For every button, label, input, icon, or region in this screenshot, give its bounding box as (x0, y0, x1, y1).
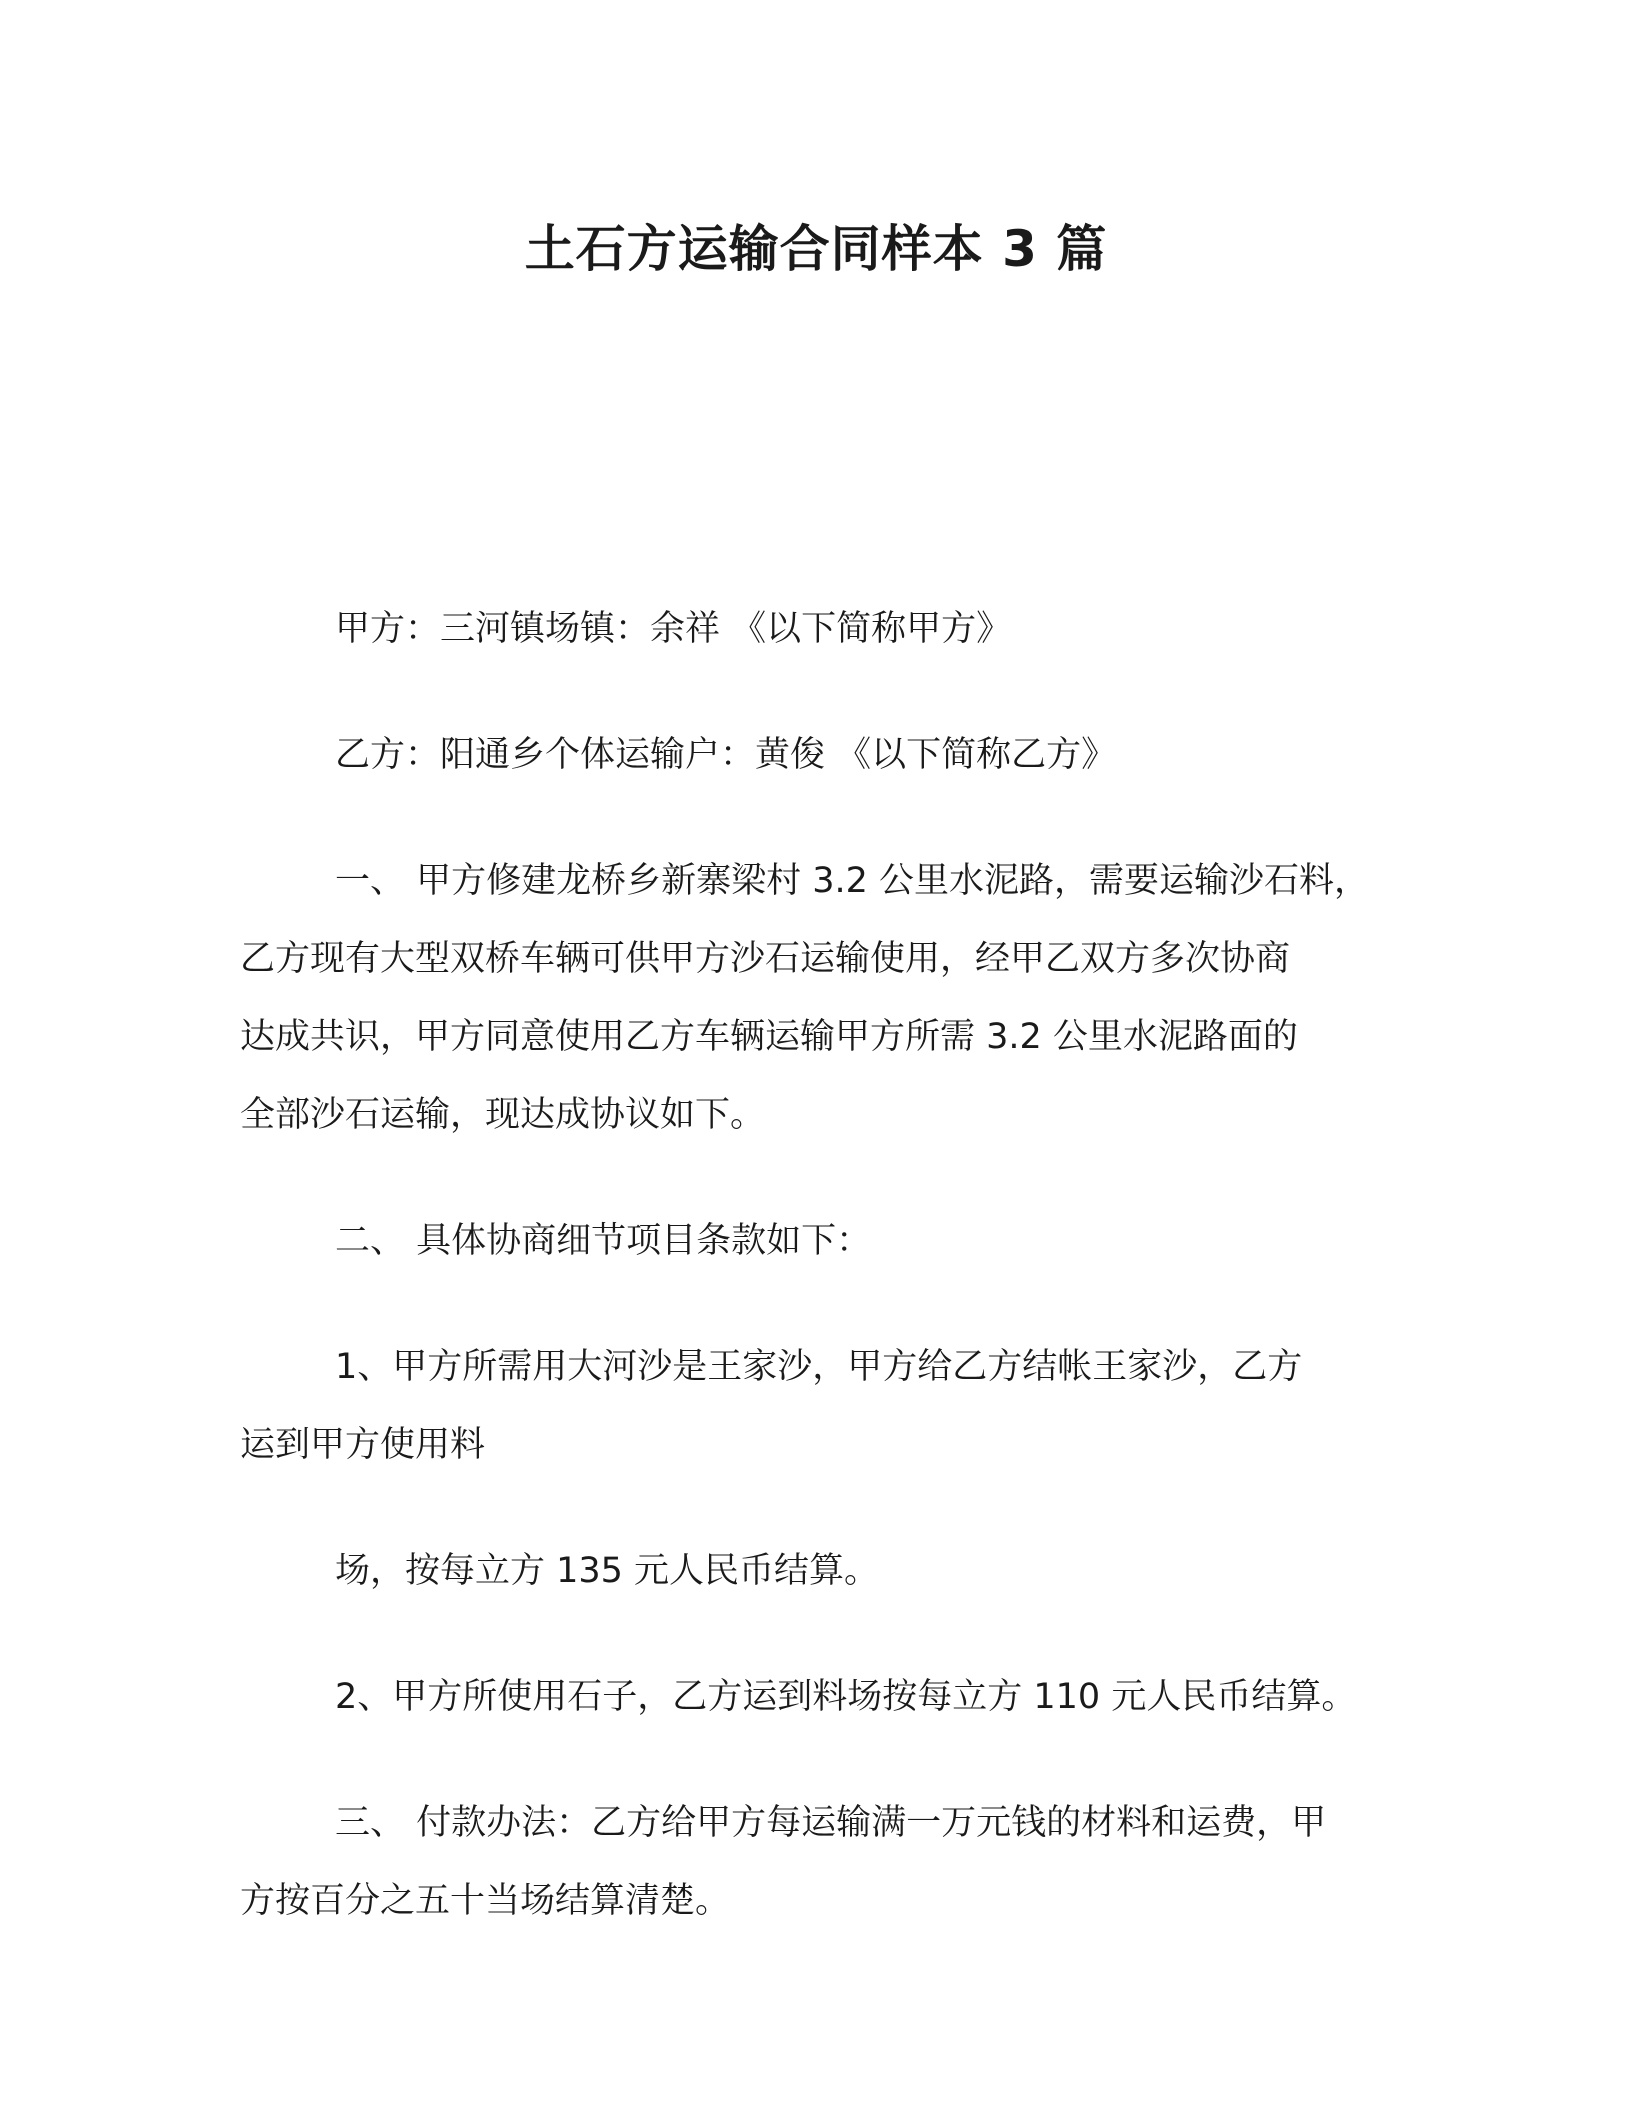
text-line: 三、 付款办法：乙方给甲方每运输满一万元钱的材料和运费，甲 (335, 1803, 1327, 1843)
text-line: 运到甲方使用料 (240, 1425, 486, 1465)
text-line: 2、甲方所使用石子，乙方运到料场按每立方 110 元人民币结算。 (335, 1677, 1357, 1717)
text-line: 乙方现有大型双桥车辆可供甲方沙石运输使用，经甲乙双方多次协商 (240, 939, 1291, 979)
document-body (240, 590, 1440, 1988)
paragraph-item-1-continued (240, 1532, 1440, 1610)
paragraph-clause-1 (240, 842, 1440, 1154)
text-line: 场，按每立方 135 元人民币结算。 (335, 1551, 880, 1591)
text-line: 1、甲方所需用大河沙是王家沙，甲方给乙方结帐王家沙，乙方 (335, 1347, 1303, 1387)
document-title: 土石方运输合同样本 3 篇 (524, 220, 1108, 278)
text-line: 达成共识，甲方同意使用乙方车辆运输甲方所需 3.2 公里水泥路面的 (240, 1017, 1298, 1057)
paragraph-item-1 (240, 1328, 1440, 1484)
paragraph-clause-3 (240, 1784, 1440, 1940)
text-line: 二、 具体协商细节项目条款如下： (335, 1221, 872, 1261)
paragraph-clause-2-heading (240, 1202, 1440, 1280)
text-line: 全部沙石运输，现达成协议如下。 (240, 1095, 766, 1135)
text-line: 一、 甲方修建龙桥乡新寨梁村 3.2 公里水泥路，需要运输沙石料， (335, 861, 1370, 901)
text-line: 方按百分之五十当场结算清楚。 (240, 1881, 731, 1921)
paragraph-item-2 (240, 1658, 1440, 1736)
paragraph-party-a (240, 590, 1440, 668)
text-line: 甲方：三河镇场镇：余祥 《以下简称甲方》 (335, 609, 1012, 649)
paragraph-party-b (240, 716, 1440, 794)
text-line: 乙方：阳通乡个体运输户：黄俊 《以下简称乙方》 (335, 735, 1117, 775)
